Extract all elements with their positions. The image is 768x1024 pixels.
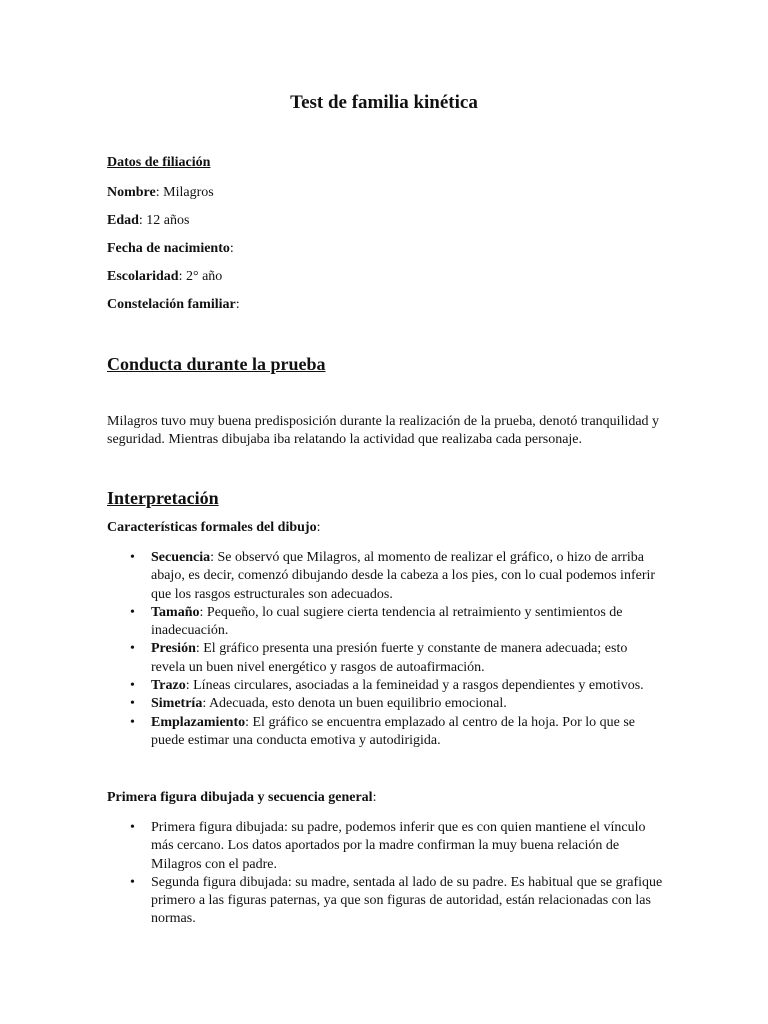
list-item-primera-figura: [107, 819, 663, 874]
primera-figura-list: [107, 819, 663, 929]
bullet-icon: •: [130, 874, 135, 890]
conducta-paragraph: Milagros tuvo muy buena predisposición durante la realización de la prueba, denotó tranquilidad y seguridad. Mientras dibujaba iba relatando la actividad que realizaba cada personaje.: [107, 414, 660, 447]
field-constelacion-familiar-value: :: [235, 297, 240, 312]
item-label: Presión: [151, 641, 196, 657]
primera-figura-subheading-suffix: :: [372, 790, 377, 805]
list-item-presion: [107, 640, 663, 677]
field-escolaridad-label: Escolaridad: [107, 269, 179, 284]
item-text: : Pequeño, lo cual sugiere cierta tendencia al retraimiento y sentimientos de inadecuación.: [151, 604, 623, 639]
field-nombre: [107, 184, 214, 202]
item-text: : El gráfico presenta una presión fuerte y constante de manera adecuada; esto revela un buen nivel energético y rasgos de autoafirmación.: [151, 641, 628, 675]
bullet-icon: •: [130, 714, 135, 730]
bullet-icon: •: [130, 641, 135, 657]
list-item-segunda-figura: [107, 874, 663, 929]
item-label: Trazo: [151, 678, 186, 694]
bullet-icon: •: [130, 696, 135, 712]
bullet-icon: •: [130, 550, 135, 565]
item-label: Secuencia: [151, 550, 211, 565]
document-title: Test de familia kinética: [290, 92, 478, 113]
field-edad-label: Edad: [107, 213, 139, 228]
formales-subheading-label: Características formales del dibujo: [107, 520, 317, 535]
bullet-icon: •: [130, 678, 135, 694]
primera-figura-subheading-label: Primera figura dibujada y secuencia general: [107, 790, 373, 805]
field-edad-value: : 12 años: [138, 213, 190, 228]
field-edad: [107, 212, 189, 230]
list-item-secuencia: [107, 549, 663, 604]
field-constelacion-familiar-label: Constelación familiar: [107, 297, 236, 312]
field-escolaridad: [107, 268, 222, 286]
list-item-trazo: [107, 677, 663, 695]
field-fecha-nacimiento: [107, 240, 234, 258]
formales-list: [107, 549, 663, 750]
item-label: Emplazamiento: [151, 714, 246, 730]
field-nombre-label: Nombre: [107, 185, 156, 200]
item-label: Tamaño: [151, 604, 200, 620]
list-item-emplazamiento: [107, 714, 663, 751]
interpretacion-heading: Interpretación: [107, 488, 219, 508]
filiacion-heading: Datos de filiación: [107, 155, 211, 170]
field-fecha-nacimiento-value: :: [229, 241, 234, 256]
bullet-icon: •: [130, 604, 135, 620]
primera-figura-subheading: [107, 789, 376, 807]
item-text: Primera figura dibujada: su padre, podemos inferir que es con quien mantiene el vínculo más cercano. Los datos aportados por la madre confirman la muy buena relación de Milagros con el padre.: [151, 820, 646, 872]
field-fecha-nacimiento-label: Fecha de nacimiento: [107, 241, 230, 256]
item-text: Segunda figura dibujada: su madre, sentada al lado de su padre. Es habitual que se grafique primero a las figuras paternas, ya que son figuras de autoridad, están relacionadas con las normas.: [151, 874, 663, 927]
conducta-heading: Conducta durante la prueba: [107, 354, 326, 374]
item-text: : El gráfico se encuentra emplazado al centro de la hoja. Por lo que se puede estimar una conducta emotiva y autodirigida.: [151, 714, 636, 748]
item-text: : Líneas circulares, asociadas a la femineidad y a rasgos dependientes y emotivos.: [185, 678, 644, 694]
item-label: Simetría: [151, 696, 203, 712]
item-text: : Se observó que Milagros, al momento de realizar el gráfico, o hizo de arriba abajo, es decir, comenzó dibujando desde la cabeza a los pies, con lo cual podemos inferir que los rasgos estructurales son adecuados.: [151, 550, 656, 602]
field-constelacion-familiar: [107, 296, 240, 314]
bullet-icon: •: [130, 820, 135, 835]
formales-subheading: [107, 519, 320, 537]
list-item-tamano: [107, 604, 663, 641]
formales-subheading-suffix: :: [316, 520, 321, 535]
item-text: : Adecuada, esto denota un buen equilibrio emocional.: [202, 696, 507, 712]
list-item-simetria: [107, 695, 663, 713]
field-escolaridad-value: : 2° año: [178, 269, 223, 284]
field-nombre-value: : Milagros: [155, 185, 214, 200]
